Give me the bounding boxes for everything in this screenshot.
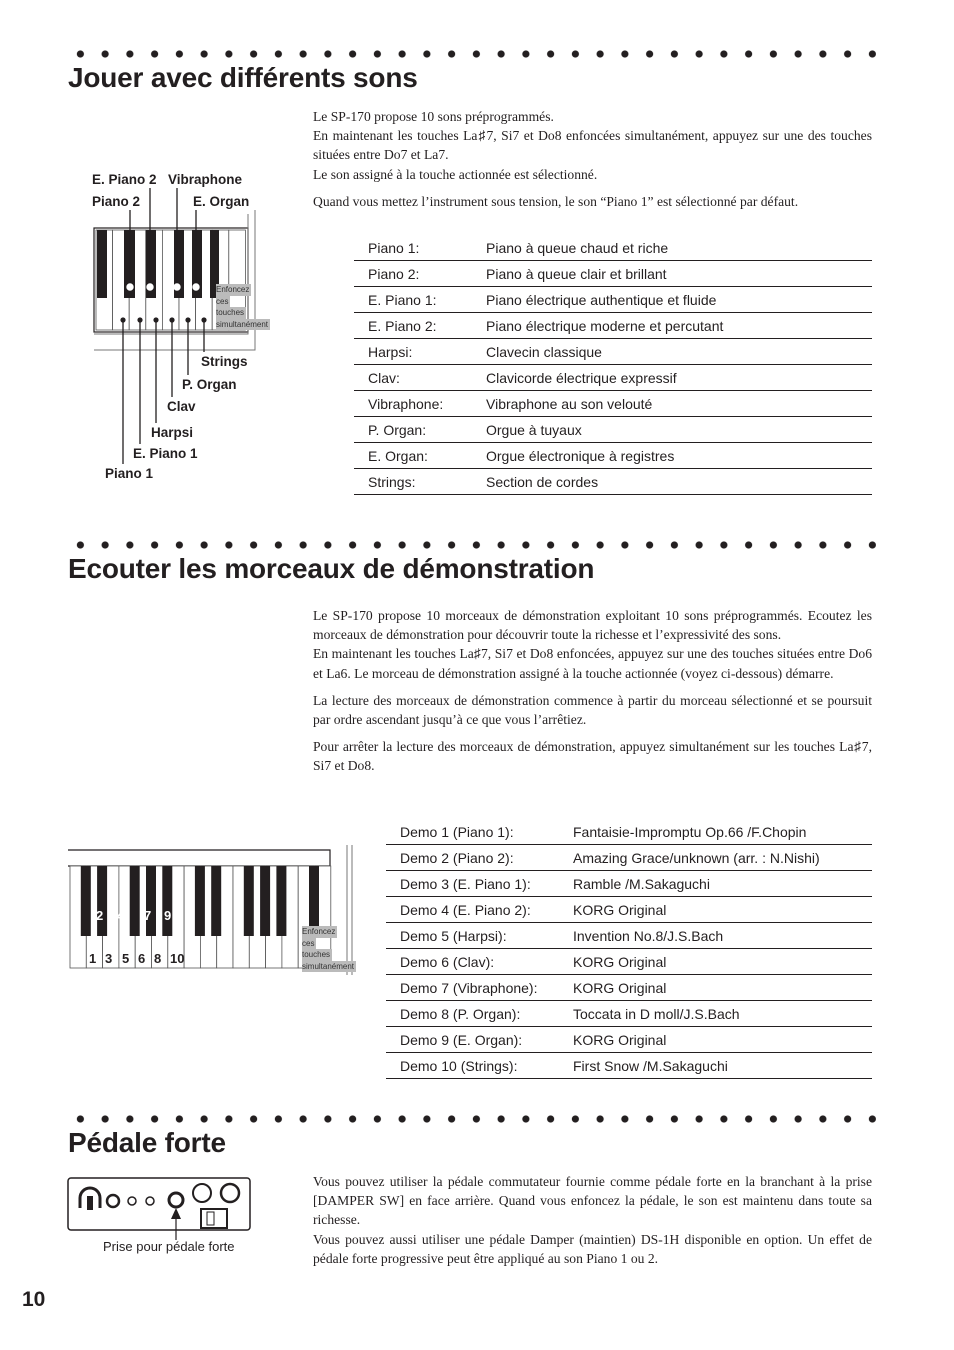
description-cell: Piano à queue chaud et riche — [472, 235, 872, 261]
note-line: touches — [216, 308, 245, 317]
paragraph: Vous pouvez aussi utiliser une pédale Damper (maintien) DS-1H disponible en option. Un effet de pédale forte progressive peut être appliqué au son Piano 1 ou 2. — [313, 1231, 872, 1266]
name-cell: Strings: — [354, 469, 472, 495]
name-cell: Demo 4 (E. Piano 2): — [386, 897, 559, 923]
section-title-damper: Pédale forte — [68, 1127, 226, 1158]
label-e-piano-1: E. Piano 1 — [133, 446, 198, 461]
name-cell: Piano 1: — [354, 235, 472, 261]
paragraph: Pour arrêter la lecture des morceaux de démonstration, appuyez simultanément sur les touches La♯7, Si7 et Do8. — [313, 739, 872, 774]
description-cell: Piano électrique moderne et percutant — [472, 313, 872, 339]
label-e-organ: E. Organ — [193, 194, 250, 209]
description-cell: KORG Original — [559, 949, 872, 975]
note-line: simultanément — [216, 319, 269, 329]
paragraph: Quand vous mettez l’instrument sous tension, le son “Piano 1” est sélectionné par défaut. — [313, 193, 799, 209]
name-cell: Demo 3 (E. Piano 1): — [386, 871, 559, 897]
description-cell: KORG Original — [559, 975, 872, 1001]
name-cell: Harpsi: — [354, 339, 472, 365]
label-piano-2: Piano 2 — [92, 194, 141, 209]
description-cell: Orgue à tuyaux — [472, 417, 872, 443]
label-piano-1: Piano 1 — [105, 466, 154, 481]
label-harpsi: Harpsi — [151, 425, 194, 440]
note-line: Enfoncez — [216, 285, 250, 294]
demo-key-number: 7 — [144, 908, 152, 923]
label-strings: Strings — [201, 354, 248, 369]
description-cell: Section de cordes — [472, 469, 872, 495]
name-cell: E. Piano 1: — [354, 287, 472, 313]
name-cell: Piano 2: — [354, 261, 472, 287]
note-line: ces — [302, 938, 315, 948]
description-cell: KORG Original — [559, 1027, 872, 1053]
description-cell: Fantaisie-Impromptu Op.66 /F.Chopin — [559, 819, 872, 845]
note-line: touches — [302, 950, 331, 959]
label-vibraphone: Vibraphone — [168, 172, 243, 187]
description-cell: Ramble /M.Sakaguchi — [559, 871, 872, 897]
demo-key-number: 10 — [170, 951, 185, 966]
name-cell: Demo 2 (Piano 2): — [386, 845, 559, 871]
description-cell: Invention No.8/J.S.Bach — [559, 923, 872, 949]
name-cell: E. Organ: — [354, 443, 472, 469]
damper-jack-caption: Prise pour pédale forte — [103, 1239, 235, 1254]
label-p-organ: P. Organ — [182, 377, 237, 392]
demo-key-number: 6 — [138, 951, 146, 966]
label-e-piano-2: E. Piano 2 — [92, 172, 157, 187]
note-line: ces — [216, 296, 229, 306]
demo-key-number: 3 — [105, 951, 113, 966]
demo-key-number: 5 — [122, 951, 130, 966]
description-cell: Orgue électronique à registres — [472, 443, 872, 469]
section-title-sounds: Jouer avec différents sons — [68, 62, 418, 93]
paragraph: La lecture des morceaux de démonstration commence à partir du morceau sélectionné et se poursuit par ordre ascendant jusqu’à ce que vous l’arrêtiez. — [313, 692, 872, 728]
description-cell: KORG Original — [559, 897, 872, 923]
name-cell: Demo 1 (Piano 1): — [386, 819, 559, 845]
name-cell: Demo 6 (Clav): — [386, 949, 559, 975]
description-cell: First Snow /M.Sakaguchi — [559, 1053, 872, 1079]
name-cell: Demo 7 (Vibraphone): — [386, 975, 559, 1001]
label-clav: Clav — [167, 399, 196, 414]
name-cell: Vibraphone: — [354, 391, 472, 417]
section-title-demo: Ecouter les morceaux de démonstration — [68, 553, 595, 584]
description-cell: Vibraphone au son velouté — [472, 391, 872, 417]
demo-key-number: 8 — [154, 951, 162, 966]
description-cell: Amazing Grace/unknown (arr. : N.Nishi) — [559, 845, 872, 871]
paragraph: Vous pouvez utiliser la pédale commutateur fournie comme pédale forte en la branchant à la prise [DAMPER SW] en face arrière. Quand vous enfoncez la pédale, le son est maintenu dans toute sa richesse. — [313, 1174, 872, 1228]
description-cell: Piano électrique authentique et fluide — [472, 287, 872, 313]
paragraph: Le SP-170 propose 10 morceaux de démonstration exploitant 10 sons préprogrammés. Ecoutez les morceaux de démonstration pour découvrir toute la richesse et l’expressivité des sons. — [313, 608, 872, 643]
page-number: 10 — [22, 1288, 46, 1311]
name-cell: Clav: — [354, 365, 472, 391]
demo-key-number: 2 — [96, 908, 104, 923]
name-cell: P. Organ: — [354, 417, 472, 443]
name-cell: Demo 8 (P. Organ): — [386, 1001, 559, 1027]
name-cell: Demo 9 (E. Organ): — [386, 1027, 559, 1053]
name-cell: E. Piano 2: — [354, 313, 472, 339]
paragraph: En maintenant les touches La♯7, Si7 et Do8 enfoncées, appuyez sur une des touches situées entre Do6 et La6. Le morceau de démonstration assigné à la touche actionnée (voyez ci-dessous) démarre. — [313, 646, 872, 681]
description-cell: Clavecin classique — [472, 339, 872, 365]
description-cell: Toccata in D moll/J.S.Bach — [559, 1001, 872, 1027]
paragraph: Le son assigné à la touche actionnée est sélectionné. — [313, 166, 598, 182]
description-cell: Piano à queue clair et brillant — [472, 261, 872, 287]
note-line: Enfoncez — [302, 927, 336, 936]
description-cell: Clavicorde électrique expressif — [472, 365, 872, 391]
demo-key-number: 1 — [89, 951, 97, 966]
demo-key-number: 4 — [117, 908, 125, 923]
demo-key-number: 9 — [164, 908, 172, 923]
note-line: simultanément — [302, 961, 355, 971]
name-cell: Demo 5 (Harpsi): — [386, 923, 559, 949]
paragraph: Le SP-170 propose 10 sons préprogrammés. — [313, 109, 554, 124]
name-cell: Demo 10 (Strings): — [386, 1053, 559, 1079]
paragraph: En maintenant les touches La♯7, Si7 et Do8 enfoncées simultanément, appuyez sur une des touches situées entre Do7 et La7. — [313, 128, 872, 163]
